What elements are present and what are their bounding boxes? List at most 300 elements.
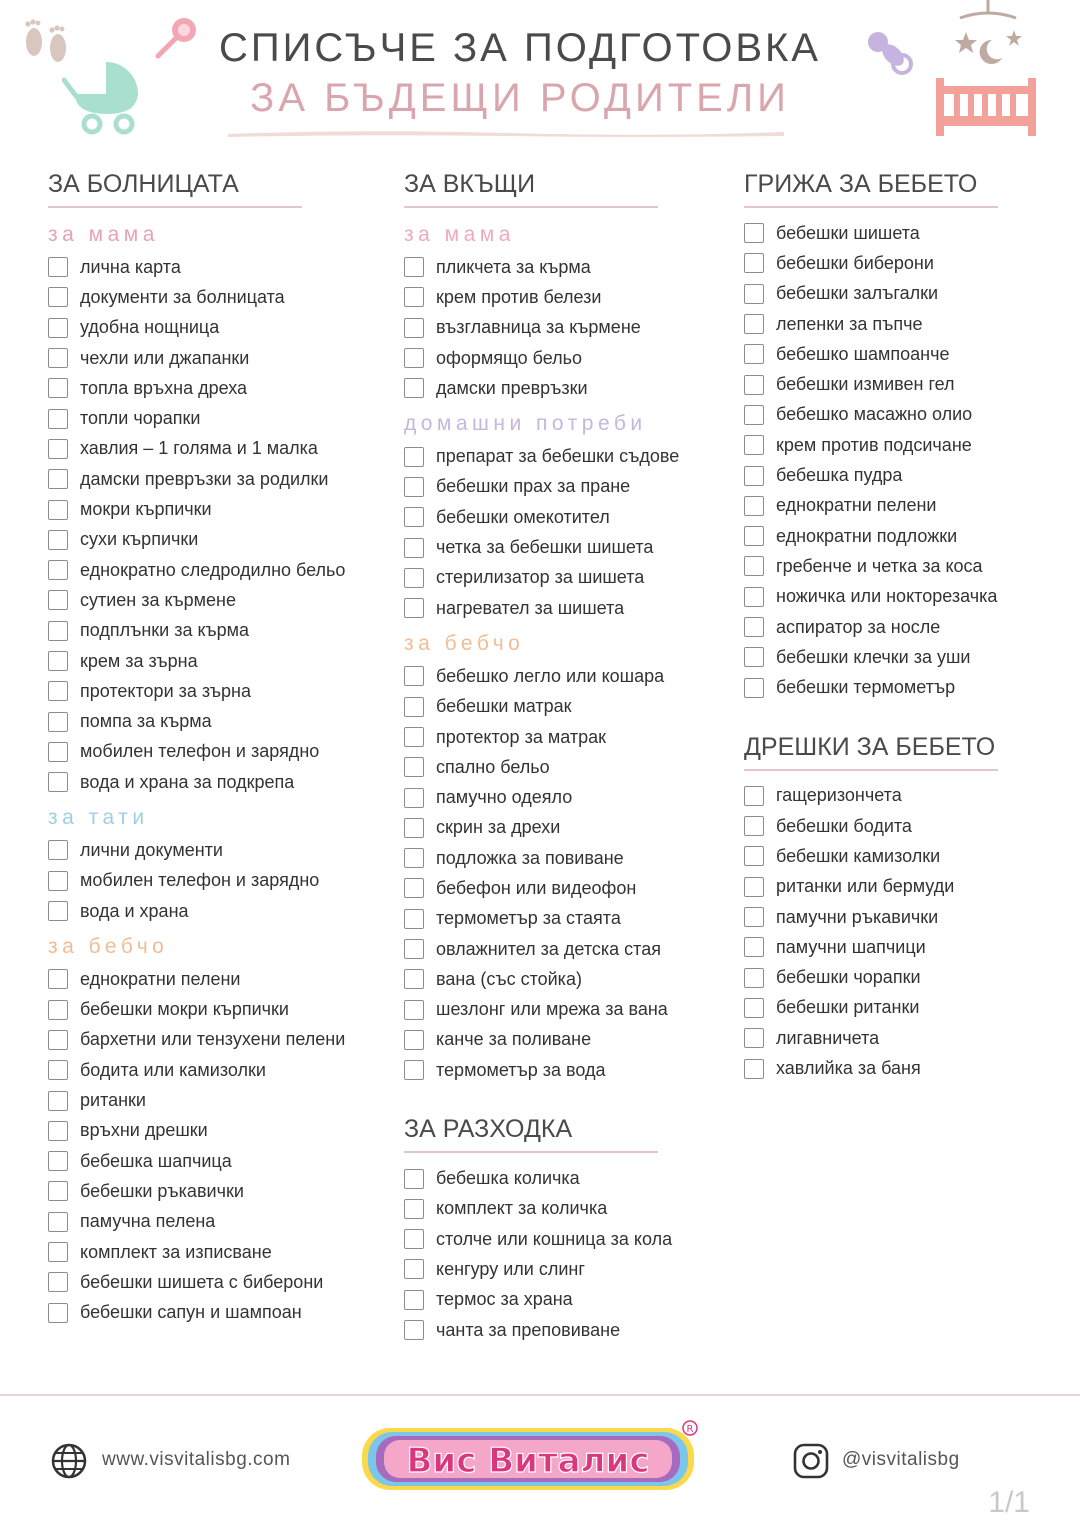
checklist-item[interactable]	[404, 1285, 734, 1315]
checklist-item-label: крем за зърна	[80, 650, 198, 671]
checklist-item-label: лични документи	[80, 839, 223, 860]
checklist-item-label: комплект за количка	[436, 1198, 608, 1219]
checklist-item[interactable]	[404, 995, 734, 1025]
checklist-item[interactable]	[744, 279, 1064, 309]
checklist-item-label: бебешки сапун и шампоан	[80, 1302, 302, 1323]
checklist-item-label: гребенче и четка за коса	[776, 555, 983, 576]
checklist-item-label: лепенки за пъпче	[776, 313, 923, 334]
checkbox[interactable]	[48, 257, 68, 277]
checkbox[interactable]	[48, 1212, 68, 1232]
checkbox[interactable]	[744, 786, 764, 806]
checklist-item[interactable]	[744, 248, 1064, 278]
checklist-item[interactable]	[404, 313, 734, 343]
checklist-item[interactable]	[48, 494, 388, 524]
checklist-item-label: връхни дрешки	[80, 1120, 208, 1141]
checklist-item-label: документи за болницата	[80, 286, 285, 307]
checklist-item-label: бебешки мокри кърпички	[80, 999, 289, 1020]
checklist-item[interactable]	[404, 282, 734, 312]
checklist-item-label: столче или кошница за кола	[436, 1228, 673, 1249]
checklist-item-label: помпа за кърма	[80, 711, 212, 732]
column-hospital	[48, 164, 388, 1328]
checkbox[interactable]	[744, 907, 764, 927]
checklist-item-label: гащеризончета	[776, 785, 902, 806]
checklist-item-label: хавлийка за баня	[776, 1058, 921, 1079]
checkbox[interactable]	[744, 344, 764, 364]
checklist-item-label: бебешко шампоанче	[776, 343, 950, 364]
checklist-item-label: лична карта	[80, 256, 181, 277]
checkbox[interactable]	[744, 846, 764, 866]
checklist-item-label: протектори за зърна	[80, 680, 251, 701]
checklist-item-label: хавлия – 1 голяма и 1 малка	[80, 438, 318, 459]
globe-icon	[50, 1442, 88, 1480]
checklist-item[interactable]	[744, 1053, 1064, 1083]
page-number: 1/1	[988, 1486, 1030, 1519]
checklist-item-label: бебешко легло или кошара	[436, 665, 665, 686]
checklist-item[interactable]	[404, 343, 734, 373]
website-link[interactable]: www.visvitalisbg.com	[102, 1449, 291, 1470]
checkbox[interactable]	[744, 314, 764, 334]
checkbox[interactable]	[48, 500, 68, 520]
checklist-item[interactable]	[48, 646, 388, 676]
checklist-item[interactable]	[744, 1023, 1064, 1053]
checklist-item-label: бебешки шишета	[776, 222, 920, 243]
checkbox[interactable]	[744, 284, 764, 304]
checkbox[interactable]	[404, 257, 424, 277]
group-label: за тати	[48, 806, 149, 830]
group-label: за бебчо	[404, 632, 525, 656]
checklist-item-label: скрин за дрехи	[436, 817, 561, 838]
checkbox[interactable]	[48, 681, 68, 701]
checklist-item-label: ританки	[80, 1090, 146, 1111]
instagram-handle[interactable]: @visvitalisbg	[842, 1449, 960, 1470]
checkbox[interactable]	[48, 530, 68, 550]
checklist-item-label: памучно одеяло	[436, 787, 573, 808]
checklist-item-label: вода и храна	[80, 900, 189, 921]
checklist-item-label: ножичка или нокторезачка	[776, 586, 998, 607]
checklist-item-label: дамски превръзки за родилки	[80, 468, 329, 489]
checkbox[interactable]	[744, 405, 764, 425]
checklist-item-label: препарат за бебешки съдове	[436, 446, 680, 467]
checklist-item-label: крем против белези	[436, 286, 602, 307]
checklist-item[interactable]	[744, 582, 1064, 612]
checklist-item[interactable]	[744, 872, 1064, 902]
checkbox[interactable]	[404, 348, 424, 368]
checklist-item[interactable]	[744, 339, 1064, 369]
checkbox[interactable]	[48, 1181, 68, 1201]
checkbox[interactable]	[48, 1151, 68, 1171]
section-rule	[48, 206, 302, 208]
checklist-item[interactable]	[404, 964, 734, 994]
checkbox[interactable]	[404, 568, 424, 588]
checklist-item[interactable]	[48, 676, 388, 706]
checklist-item-label: дамски превръзки	[436, 377, 588, 398]
checklist-item[interactable]	[48, 1116, 388, 1146]
checklist-item[interactable]	[404, 1055, 734, 1085]
checklist-item-label: топла връхна дреха	[80, 377, 248, 398]
checklist-item-label: бебешки клечки за уши	[776, 646, 971, 667]
checkbox[interactable]	[48, 1060, 68, 1080]
checklist-item[interactable]	[744, 672, 1064, 702]
checklist-item[interactable]	[48, 252, 388, 282]
section-gap	[744, 703, 1064, 727]
checkbox[interactable]	[48, 901, 68, 921]
checklist-item-label: памучни ръкавички	[776, 906, 939, 927]
checklist-item[interactable]	[48, 1055, 388, 1085]
checklist-item-label: бебешки залъгалки	[776, 283, 939, 304]
checklist-item-label: сухи кърпички	[80, 529, 199, 550]
section-gap	[404, 1085, 734, 1109]
checklist-item[interactable]	[404, 782, 734, 812]
checklist-item[interactable]	[48, 555, 388, 585]
checklist-item-label: бебешка шапчица	[80, 1150, 232, 1171]
checklist-item[interactable]	[744, 642, 1064, 672]
checklist-item[interactable]	[404, 502, 734, 532]
checkbox[interactable]	[48, 287, 68, 307]
section-heading: ГРИЖА ЗА БЕБЕТО	[744, 170, 978, 198]
title-line-2: ЗА БЪДЕЩИ РОДИТЕЛИ	[250, 76, 790, 120]
checkbox[interactable]	[404, 788, 424, 808]
checklist-item[interactable]	[48, 1025, 388, 1055]
checklist-item-label: бебешки ръкавички	[80, 1180, 244, 1201]
checklist-item-label: бебешки измивен гел	[776, 374, 955, 395]
checklist-item[interactable]	[48, 434, 388, 464]
checklist-item[interactable]	[48, 616, 388, 646]
checkbox[interactable]	[48, 439, 68, 459]
checklist-item-label: пликчета за кърма	[436, 256, 591, 277]
checkbox[interactable]	[404, 848, 424, 868]
checkbox[interactable]	[48, 651, 68, 671]
checkbox[interactable]	[744, 1028, 764, 1048]
checkbox[interactable]	[744, 223, 764, 243]
section-heading: ЗА РАЗХОДКА	[404, 1115, 573, 1144]
checklist-item-label: бебешки омекотител	[436, 506, 610, 527]
checklist-item-label: комплект за изписване	[80, 1241, 272, 1262]
checklist-item-label: еднократни пелени	[80, 968, 241, 989]
checklist-item[interactable]	[744, 781, 1064, 811]
checklist-item-label: памучни шапчици	[776, 936, 926, 957]
checklist-item[interactable]	[48, 767, 388, 797]
checkbox[interactable]	[404, 1290, 424, 1310]
checklist-item[interactable]	[48, 343, 388, 373]
checklist-item[interactable]	[48, 835, 388, 865]
checkbox[interactable]	[404, 818, 424, 838]
checklist-item-label: шезлонг или мрежа за вана	[436, 999, 668, 1020]
checkbox[interactable]	[404, 318, 424, 338]
checkbox[interactable]	[48, 590, 68, 610]
checklist-item-label: вана (със стойка)	[436, 968, 582, 989]
checklist-item[interactable]	[404, 722, 734, 752]
checklist-item[interactable]	[48, 525, 388, 555]
checkbox[interactable]	[404, 447, 424, 467]
checklist-item[interactable]	[404, 1194, 734, 1224]
checkbox[interactable]	[48, 1000, 68, 1020]
checkbox[interactable]	[744, 617, 764, 637]
checkbox[interactable]	[48, 1272, 68, 1292]
checkbox[interactable]	[404, 697, 424, 717]
checklist-item[interactable]	[48, 964, 388, 994]
checkbox[interactable]	[404, 507, 424, 527]
checkbox[interactable]	[744, 647, 764, 667]
checklist-item[interactable]	[404, 441, 734, 471]
checklist-item-label: еднократно следродилно бельо	[80, 559, 346, 580]
checklist-item[interactable]	[48, 1085, 388, 1115]
column-baby-care-and-clothes	[744, 164, 1064, 1084]
checklist-item[interactable]	[404, 873, 734, 903]
checklist-item-label: бебешки камизолки	[776, 845, 941, 866]
checklist-item[interactable]	[48, 1176, 388, 1206]
checklist-item[interactable]	[48, 995, 388, 1025]
checklist-item-label: вода и храна за подкрепа	[80, 771, 295, 792]
checklist-item[interactable]	[404, 472, 734, 502]
checklist-item-label: бебешки прах за пране	[436, 476, 631, 497]
checklist-item[interactable]	[404, 1163, 734, 1193]
checkbox[interactable]	[48, 1121, 68, 1141]
checklist-item[interactable]	[48, 737, 388, 767]
checklist-item[interactable]	[744, 460, 1064, 490]
checklist-item[interactable]	[404, 692, 734, 722]
checkbox[interactable]	[404, 1169, 424, 1189]
checklist-item-label: четка за бебешки шишета	[436, 537, 654, 558]
checkbox[interactable]	[404, 1229, 424, 1249]
checklist-item[interactable]	[48, 403, 388, 433]
checklist-item[interactable]	[744, 932, 1064, 962]
checklist-item-label: бебешки биберони	[776, 252, 934, 273]
checklist-item[interactable]	[48, 866, 388, 896]
checkbox[interactable]	[48, 772, 68, 792]
checklist-item-label: бархетни или тензухени пелени	[80, 1029, 346, 1050]
checklist-item-label: термометър за стаята	[436, 908, 621, 929]
checklist-item[interactable]	[744, 612, 1064, 642]
checkbox[interactable]	[48, 969, 68, 989]
checklist-item-label: подложка за повиване	[436, 847, 624, 868]
group-label: за бебчо	[48, 935, 169, 959]
checklist-item-label: възглавница за кърмене	[436, 317, 641, 338]
section-rule	[404, 206, 658, 208]
checklist-item-label: чехли или джапанки	[80, 347, 250, 368]
checklist-item[interactable]	[404, 752, 734, 782]
checklist-item[interactable]	[744, 902, 1064, 932]
group-label: за мама	[48, 223, 159, 246]
checklist-item[interactable]	[404, 1254, 734, 1284]
checklist-item-label: бебефон или видеофон	[436, 877, 637, 898]
checkbox[interactable]	[744, 968, 764, 988]
section-heading: ЗА БОЛНИЦАТА	[48, 170, 239, 198]
checklist-item-label: бебешки термометър	[776, 677, 956, 698]
checklist-item-label: нагревател за шишета	[436, 597, 625, 618]
checklist-item[interactable]	[404, 373, 734, 403]
checklist-item[interactable]	[404, 813, 734, 843]
checkbox[interactable]	[744, 435, 764, 455]
checkbox[interactable]	[48, 1091, 68, 1111]
checkbox[interactable]	[404, 538, 424, 558]
checklist-item[interactable]	[744, 491, 1064, 521]
checkbox[interactable]	[404, 969, 424, 989]
checklist-item[interactable]	[744, 400, 1064, 430]
checklist-item-label: оформящо бельо	[436, 347, 582, 368]
checklist-item-label: ританки или бермуди	[776, 876, 955, 897]
checklist-item-label: бебешка количка	[436, 1168, 580, 1189]
checkbox[interactable]	[404, 1030, 424, 1050]
checklist-item[interactable]	[48, 282, 388, 312]
checkbox[interactable]	[404, 598, 424, 618]
checkbox[interactable]	[744, 998, 764, 1018]
checkbox[interactable]	[744, 678, 764, 698]
checklist-item[interactable]	[404, 934, 734, 964]
checklist-item-label: подплънки за кърма	[80, 620, 250, 641]
checklist-item-label: памучна пелена	[80, 1211, 216, 1232]
title-underline-brush	[226, 128, 786, 138]
checkbox[interactable]	[48, 1030, 68, 1050]
svg-text:Вис Виталис: Вис Виталис	[406, 1441, 650, 1481]
checkbox[interactable]	[48, 560, 68, 580]
checkbox[interactable]	[404, 666, 424, 686]
checkbox[interactable]	[744, 816, 764, 836]
checkbox[interactable]	[404, 878, 424, 898]
checkbox[interactable]	[48, 1303, 68, 1323]
footer-divider	[0, 1394, 1080, 1396]
checklist-item[interactable]	[404, 1025, 734, 1055]
checklist-item-label: бебешка пудра	[776, 465, 903, 486]
checkbox[interactable]	[48, 871, 68, 891]
checklist-item[interactable]	[48, 1146, 388, 1176]
checkbox[interactable]	[404, 1199, 424, 1219]
checkbox[interactable]	[744, 496, 764, 516]
checkbox[interactable]	[744, 556, 764, 576]
checklist-item[interactable]	[404, 563, 734, 593]
checklist-item-label: мобилен телефон и зарядно	[80, 870, 320, 891]
checkbox[interactable]	[48, 348, 68, 368]
section-heading: ДРЕШКИ ЗА БЕБЕТО	[744, 732, 996, 761]
checkbox[interactable]	[404, 1259, 424, 1279]
checkbox[interactable]	[744, 937, 764, 957]
checklist-item[interactable]	[48, 373, 388, 403]
checklist-item-label: бебешки чорапки	[776, 967, 921, 988]
checklist-item[interactable]	[744, 521, 1064, 551]
checkbox[interactable]	[48, 469, 68, 489]
checkbox[interactable]	[404, 477, 424, 497]
checkbox[interactable]	[48, 742, 68, 762]
checklist-item[interactable]	[744, 430, 1064, 460]
checklist-item-label: овлажнител за детска стая	[436, 938, 661, 959]
checklist-item[interactable]	[404, 661, 734, 691]
vis-vitalis-logo	[358, 1418, 702, 1494]
checklist-item-label: мокри кърпички	[80, 499, 212, 520]
instagram-icon	[792, 1442, 830, 1480]
checklist-item-label: бебешки бодита	[776, 815, 912, 836]
checklist-item[interactable]	[404, 843, 734, 873]
checklist-item-label: канче за поливане	[436, 1029, 592, 1050]
checklist-item-label: еднократни пелени	[776, 495, 937, 516]
checkbox[interactable]	[404, 1320, 424, 1340]
checklist-item-label: спално бельо	[436, 756, 550, 777]
checkbox[interactable]	[404, 757, 424, 777]
checklist-item-label: кенгуру или слинг	[436, 1258, 585, 1279]
checkbox[interactable]	[744, 587, 764, 607]
checkbox[interactable]	[744, 466, 764, 486]
checklist-item-label: бебешки шишета с биберони	[80, 1271, 324, 1292]
checkbox[interactable]	[48, 621, 68, 641]
checkbox[interactable]	[48, 409, 68, 429]
checklist-item-label: протектор за матрак	[436, 726, 606, 747]
checkbox[interactable]	[48, 1242, 68, 1262]
checkbox[interactable]	[404, 1000, 424, 1020]
checkbox[interactable]	[744, 253, 764, 273]
checklist-item-label: топли чорапки	[80, 408, 201, 429]
checklist-item[interactable]	[404, 904, 734, 934]
checkbox[interactable]	[404, 727, 424, 747]
checklist-item[interactable]	[48, 1207, 388, 1237]
checklist-item[interactable]	[48, 896, 388, 926]
column-home-and-walk	[404, 164, 734, 1345]
checklist-item[interactable]	[404, 532, 734, 562]
checklist-item[interactable]	[404, 1224, 734, 1254]
checklist-item[interactable]	[48, 313, 388, 343]
checklist-item[interactable]	[744, 811, 1064, 841]
checklist-item[interactable]	[48, 464, 388, 494]
checkbox[interactable]	[744, 375, 764, 395]
section-rule	[744, 206, 998, 208]
checklist-item[interactable]	[404, 1315, 734, 1345]
checkbox[interactable]	[404, 287, 424, 307]
checklist-item-label: бебешки матрак	[436, 696, 572, 717]
checkbox[interactable]	[48, 840, 68, 860]
checklist-item-label: сутиен за кърмене	[80, 589, 236, 610]
checklist-item[interactable]	[744, 963, 1064, 993]
checklist-item-label: стерилизатор за шишета	[436, 567, 645, 588]
checklist-item[interactable]	[404, 252, 734, 282]
checkbox[interactable]	[404, 909, 424, 929]
checklist-item[interactable]	[744, 551, 1064, 581]
checklist-item[interactable]	[744, 218, 1064, 248]
checklist-item[interactable]	[744, 841, 1064, 871]
checklist-item-label: термометър за вода	[436, 1059, 606, 1080]
checkbox[interactable]	[744, 1059, 764, 1079]
section-heading: ЗА ВКЪЩИ	[404, 170, 536, 198]
checkbox[interactable]	[404, 939, 424, 959]
checklist-item-label: лигавничета	[776, 1027, 880, 1048]
checklist-item[interactable]	[48, 1267, 388, 1297]
checkbox[interactable]	[744, 526, 764, 546]
checkbox[interactable]	[48, 318, 68, 338]
group-label: за мама	[404, 223, 515, 246]
checkbox[interactable]	[404, 378, 424, 398]
group-label: домашни потреби	[404, 412, 647, 436]
checkbox[interactable]	[404, 1060, 424, 1080]
checklist-item[interactable]	[48, 585, 388, 615]
checklist-item-label: удобна нощница	[80, 317, 220, 338]
checklist-item[interactable]	[48, 1237, 388, 1267]
checkbox[interactable]	[48, 712, 68, 732]
checklist-item-label: бебешки ританки	[776, 997, 920, 1018]
checklist-item[interactable]	[48, 1298, 388, 1328]
checklist-item[interactable]	[48, 706, 388, 736]
checklist-item-label: еднократни подложки	[776, 525, 958, 546]
checklist-item-label: чанта за преповиване	[436, 1319, 621, 1340]
checklist-item[interactable]	[404, 593, 734, 623]
checklist-item-label: бебешко масажно олио	[776, 404, 973, 425]
checklist-item-label: крем против подсичане	[776, 434, 972, 455]
svg-text:R: R	[686, 1424, 694, 1435]
title-line-1: СПИСЪЧЕ ЗА ПОДГОТОВКА	[219, 26, 821, 70]
checklist-item[interactable]	[744, 369, 1064, 399]
checklist-item[interactable]	[744, 309, 1064, 339]
checklist-item-label: термос за храна	[436, 1289, 573, 1310]
section-rule	[404, 1151, 658, 1153]
checkbox[interactable]	[744, 877, 764, 897]
checklist-item[interactable]	[744, 993, 1064, 1023]
checkbox[interactable]	[48, 378, 68, 398]
checklist-item-label: бодита или камизолки	[80, 1059, 266, 1080]
